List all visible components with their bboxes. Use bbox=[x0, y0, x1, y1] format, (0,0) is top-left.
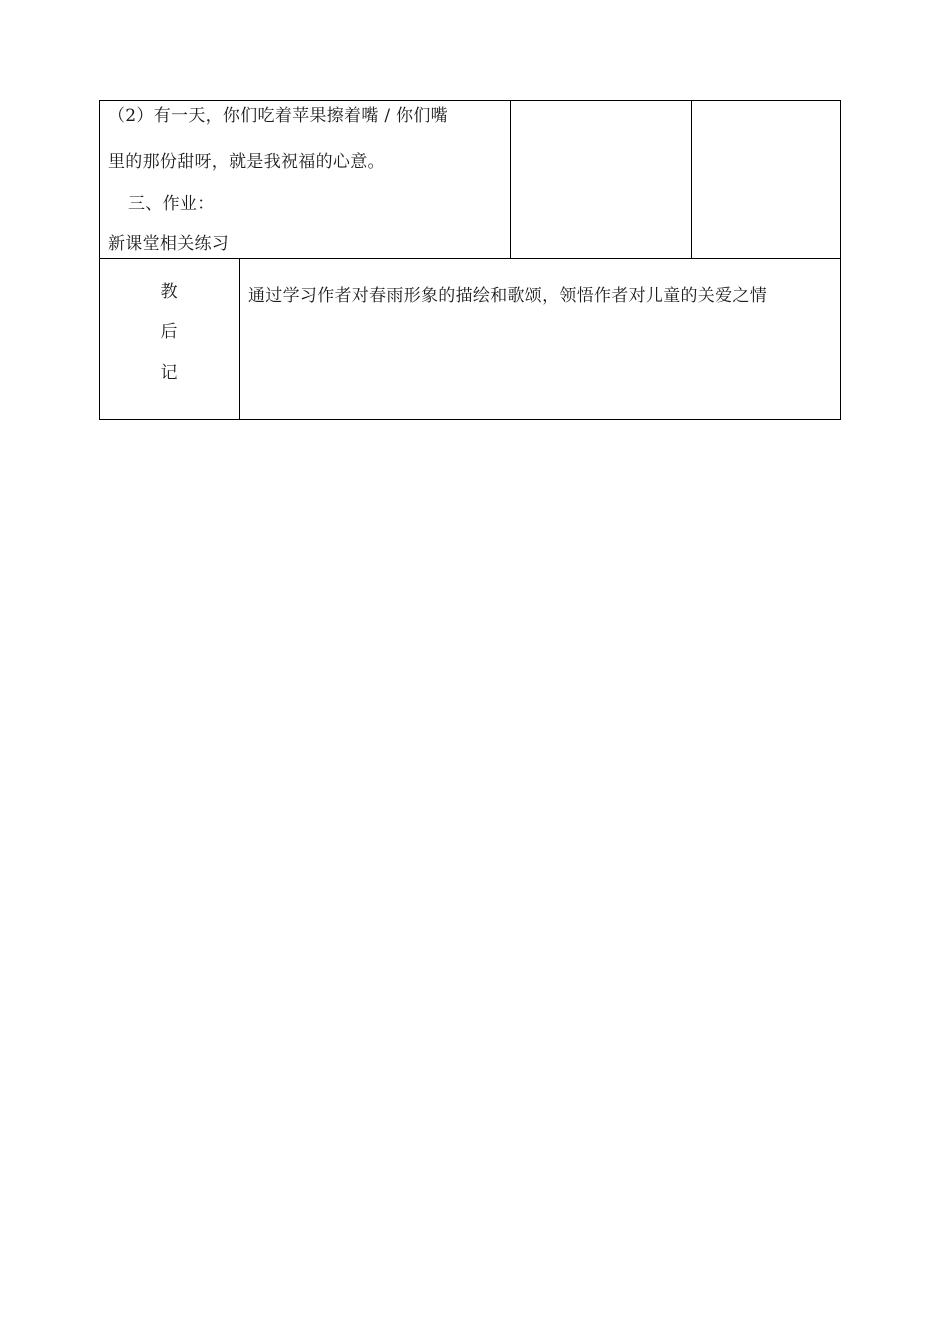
reflection-content: 通过学习作者对春雨形象的描绘和歌颂，领悟作者对儿童的关爱之情 bbox=[248, 286, 767, 306]
reflection-label-char-2: 后 bbox=[160, 322, 178, 342]
reflection-label-char-1: 教 bbox=[160, 282, 178, 302]
row-divider bbox=[99, 258, 841, 259]
row1-line1: （2）有一天，你们吃着苹果擦着嘴 / 你们嘴 bbox=[108, 106, 448, 126]
homework-item: 新课堂相关练习 bbox=[108, 234, 230, 254]
row1-right-cell bbox=[692, 101, 840, 258]
reflection-label-char-3: 记 bbox=[160, 363, 178, 383]
row1-line2: 里的那份甜呀，就是我祝福的心意。 bbox=[108, 152, 385, 172]
row2-divider bbox=[239, 258, 240, 420]
row1-middle-cell bbox=[511, 101, 691, 258]
homework-heading: 三、作业： bbox=[128, 194, 215, 214]
